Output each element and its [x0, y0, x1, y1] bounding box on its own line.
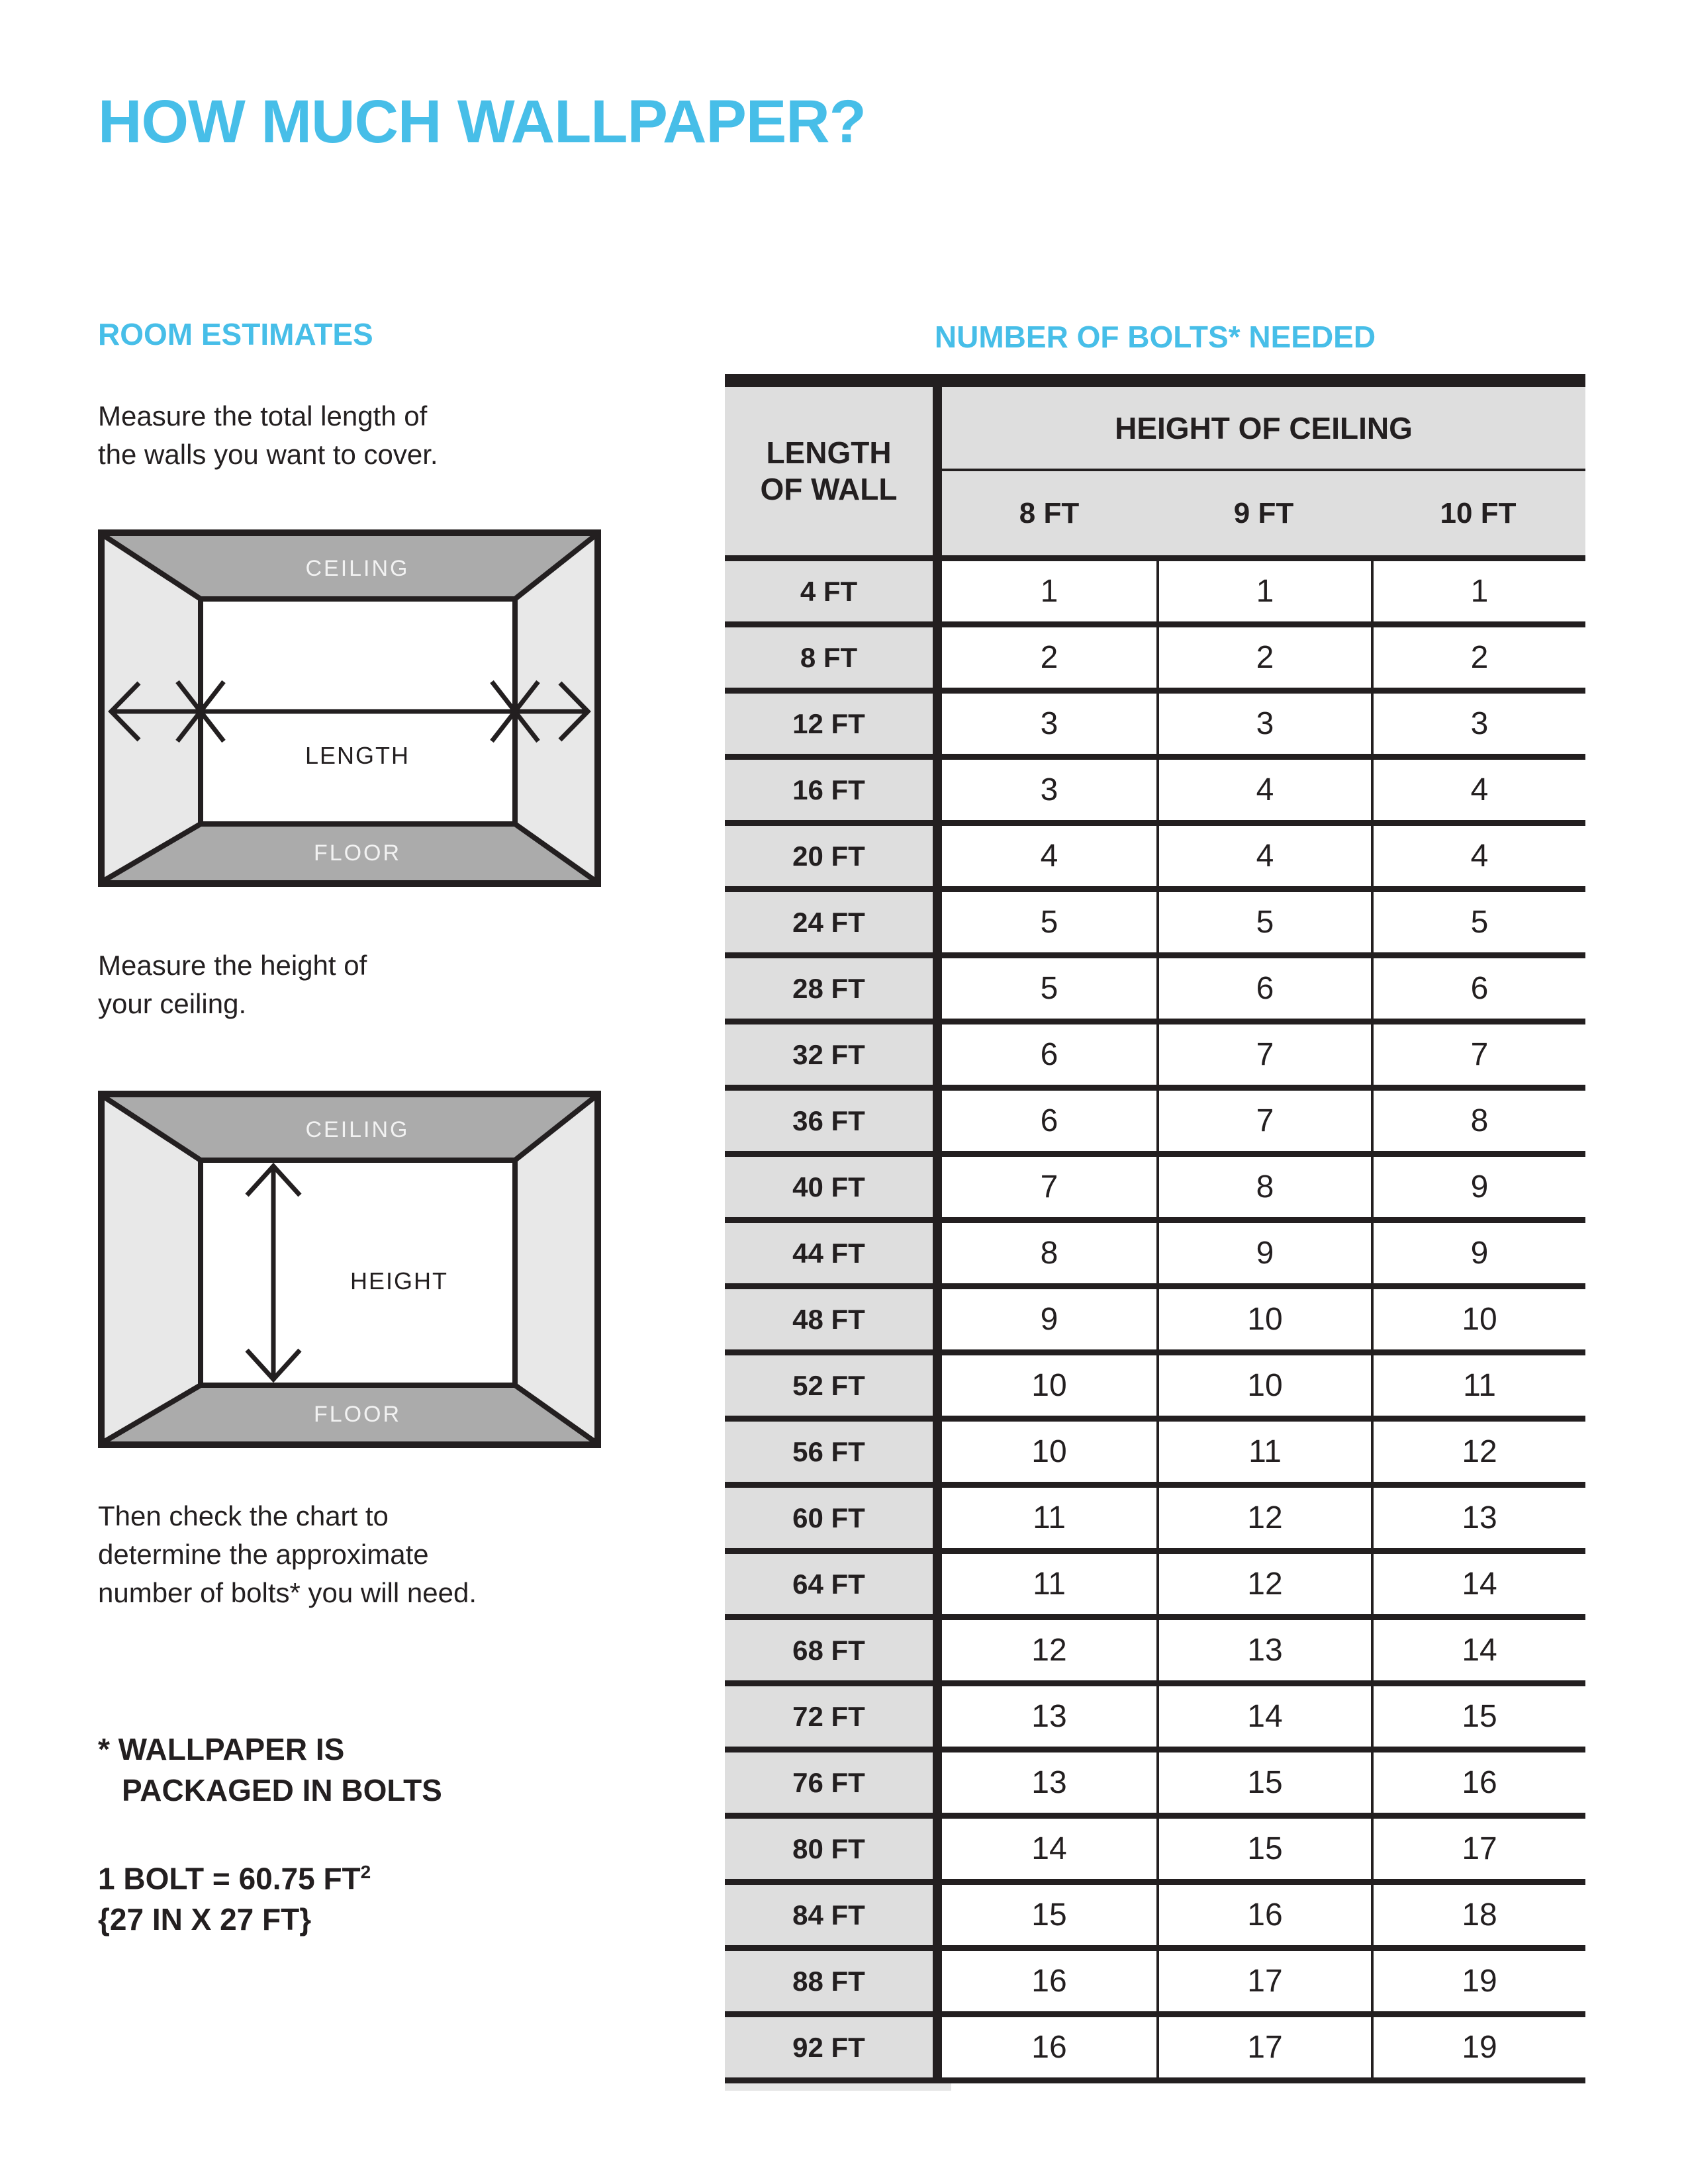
bolt-count-cell: 9 — [1371, 1157, 1585, 1223]
bolts-footnote — [98, 1729, 442, 1811]
bolt-count-cell: 9 — [1156, 1223, 1371, 1289]
bolt-count-cell: 7 — [1371, 1024, 1585, 1091]
bolt-count-cell: 14 — [1371, 1554, 1585, 1620]
bolt-count-cell: 16 — [942, 2017, 1156, 2083]
bolts-table-body — [725, 561, 1585, 2083]
bolt-count-cell: 14 — [1156, 1686, 1371, 1752]
wall-length-cell: 24 FT — [725, 892, 942, 958]
bolt-count-cell: 6 — [1371, 958, 1585, 1024]
floor-label: FLOOR — [313, 841, 402, 866]
bolt-count-cell: 12 — [1371, 1422, 1585, 1488]
column-header-10ft: 10 FT — [1371, 471, 1585, 561]
wall-length-cell: 84 FT — [725, 1885, 942, 1951]
room-length-diagram — [98, 529, 601, 887]
page-title: HOW MUCH WALLPAPER? — [98, 88, 866, 156]
bolt-count-cell: 3 — [1156, 694, 1371, 760]
bolt-count-cell: 2 — [942, 627, 1156, 694]
text-line: Measure the total length of — [98, 400, 428, 432]
bolt-count-cell: 4 — [1156, 760, 1371, 826]
bolt-count-cell: 11 — [1156, 1422, 1371, 1488]
table-row — [725, 1157, 1585, 1223]
bolt-count-cell: 12 — [1156, 1554, 1371, 1620]
text-line: LENGTH — [766, 435, 892, 470]
table-gray-tail — [725, 2083, 951, 2091]
wall-length-cell: 36 FT — [725, 1091, 942, 1157]
bolt-count-cell: 1 — [1371, 561, 1585, 627]
bolt-count-cell: 16 — [942, 1951, 1156, 2017]
bolt-count-cell: 12 — [1156, 1488, 1371, 1554]
text-line: PACKAGED IN BOLTS — [122, 1773, 442, 1807]
bolt-count-cell: 10 — [942, 1355, 1156, 1422]
bolt-count-cell: 8 — [1371, 1091, 1585, 1157]
wall-length-cell: 4 FT — [725, 561, 942, 627]
text-line: Then check the chart to — [98, 1500, 389, 1531]
wall-length-cell: 48 FT — [725, 1289, 942, 1355]
bolt-count-cell: 4 — [1156, 826, 1371, 892]
text-line: the walls you want to cover. — [98, 439, 438, 470]
table-row — [725, 1091, 1585, 1157]
table-row — [725, 1223, 1585, 1289]
text-line: your ceiling. — [98, 988, 247, 1019]
table-row — [725, 1024, 1585, 1091]
wall-length-cell: 92 FT — [725, 2017, 942, 2083]
bolt-count-cell: 3 — [1371, 694, 1585, 760]
ceiling-label: CEILING — [305, 556, 410, 581]
wall-length-cell: 32 FT — [725, 1024, 942, 1091]
table-row — [725, 1620, 1585, 1686]
height-label: HEIGHT — [350, 1267, 449, 1295]
instruction-length — [98, 397, 438, 474]
text-line: OF WALL — [760, 472, 898, 506]
bolts-needed-heading: NUMBER OF BOLTS* NEEDED — [934, 320, 1376, 354]
bolt-count-cell: 12 — [942, 1620, 1156, 1686]
bolt-count-cell: 3 — [942, 694, 1156, 760]
bolt-count-cell: 14 — [1371, 1620, 1585, 1686]
table-header-row — [725, 387, 1585, 471]
bolt-count-cell: 1 — [1156, 561, 1371, 627]
bolt-count-cell: 7 — [942, 1157, 1156, 1223]
bolt-equation: 1 BOLT = 60.75 FT — [98, 1861, 361, 1896]
bolt-count-cell: 19 — [1371, 2017, 1585, 2083]
superscript-2: 2 — [360, 1862, 371, 1882]
bolt-count-cell: 10 — [1156, 1355, 1371, 1422]
table-row — [725, 694, 1585, 760]
wall-length-cell: 88 FT — [725, 1951, 942, 2017]
bolt-count-cell: 4 — [1371, 760, 1585, 826]
bolts-table-container — [725, 374, 1585, 2083]
wall-length-cell: 40 FT — [725, 1157, 942, 1223]
bolt-count-cell: 13 — [1156, 1620, 1371, 1686]
bolt-count-cell: 14 — [942, 1819, 1156, 1885]
wall-length-cell: 52 FT — [725, 1355, 942, 1422]
wall-length-cell: 8 FT — [725, 627, 942, 694]
wall-length-cell: 28 FT — [725, 958, 942, 1024]
wall-length-cell: 20 FT — [725, 826, 942, 892]
bolt-count-cell: 16 — [1371, 1752, 1585, 1819]
room-estimates-heading: ROOM ESTIMATES — [98, 317, 373, 351]
bolt-count-cell: 7 — [1156, 1024, 1371, 1091]
table-row — [725, 1355, 1585, 1422]
table-row — [725, 958, 1585, 1024]
bolt-count-cell: 16 — [1156, 1885, 1371, 1951]
room-height-diagram — [98, 1091, 601, 1448]
bolt-count-cell: 8 — [942, 1223, 1156, 1289]
bolts-table — [725, 374, 1585, 2083]
bolt-count-cell: 15 — [1156, 1752, 1371, 1819]
column-header-8ft: 8 FT — [942, 471, 1156, 561]
bolt-count-cell: 2 — [1371, 627, 1585, 694]
text-line: {27 IN X 27 FT} — [98, 1902, 312, 1937]
wall-length-cell: 56 FT — [725, 1422, 942, 1488]
table-row — [725, 2017, 1585, 2083]
bolt-count-cell: 11 — [942, 1488, 1156, 1554]
text-line: Measure the height of — [98, 950, 367, 981]
row-header-cell — [725, 387, 942, 561]
wall-length-cell: 68 FT — [725, 1620, 942, 1686]
bolt-count-cell: 5 — [1156, 892, 1371, 958]
bolt-count-cell: 19 — [1371, 1951, 1585, 2017]
bolt-definition — [98, 1852, 371, 1940]
table-row — [725, 826, 1585, 892]
table-row — [725, 1752, 1585, 1819]
bolt-count-cell: 2 — [1156, 627, 1371, 694]
wall-length-cell: 76 FT — [725, 1752, 942, 1819]
bolt-count-cell: 6 — [942, 1024, 1156, 1091]
bolt-count-cell: 13 — [1371, 1488, 1585, 1554]
instruction-height — [98, 946, 367, 1023]
text-line — [98, 1852, 371, 1899]
bolt-count-cell: 17 — [1371, 1819, 1585, 1885]
bolt-count-cell: 9 — [942, 1289, 1156, 1355]
bolt-count-cell: 15 — [1156, 1819, 1371, 1885]
bolt-count-cell: 17 — [1156, 2017, 1371, 2083]
bolt-count-cell: 5 — [1371, 892, 1585, 958]
bolt-count-cell: 6 — [942, 1091, 1156, 1157]
column-group-header: HEIGHT OF CEILING — [942, 387, 1585, 471]
bolt-count-cell: 9 — [1371, 1223, 1585, 1289]
bolt-count-cell: 1 — [942, 561, 1156, 627]
bolt-count-cell: 13 — [942, 1752, 1156, 1819]
table-row — [725, 627, 1585, 694]
wall-length-cell: 80 FT — [725, 1819, 942, 1885]
wall-length-cell: 72 FT — [725, 1686, 942, 1752]
table-row — [725, 760, 1585, 826]
bolt-count-cell: 15 — [942, 1885, 1156, 1951]
bolt-count-cell: 10 — [1156, 1289, 1371, 1355]
table-row — [725, 1951, 1585, 2017]
table-row — [725, 1289, 1585, 1355]
wall-length-cell: 44 FT — [725, 1223, 942, 1289]
table-row — [725, 1488, 1585, 1554]
table-row — [725, 1554, 1585, 1620]
bolt-count-cell: 11 — [1371, 1355, 1585, 1422]
bolt-count-cell: 11 — [942, 1554, 1156, 1620]
text-line: * WALLPAPER IS — [98, 1732, 345, 1766]
text-line: number of bolts* you will need. — [98, 1577, 477, 1608]
floor-label: FLOOR — [313, 1402, 402, 1427]
bolt-count-cell: 4 — [942, 826, 1156, 892]
bolt-count-cell: 10 — [1371, 1289, 1585, 1355]
table-row — [725, 1885, 1585, 1951]
bolt-count-cell: 7 — [1156, 1091, 1371, 1157]
wall-length-cell: 16 FT — [725, 760, 942, 826]
ceiling-label: CEILING — [305, 1117, 410, 1142]
table-row — [725, 1422, 1585, 1488]
table-row — [725, 892, 1585, 958]
bolt-count-cell: 10 — [942, 1422, 1156, 1488]
column-header-9ft: 9 FT — [1156, 471, 1371, 561]
wall-length-cell: 12 FT — [725, 694, 942, 760]
wall-length-cell: 64 FT — [725, 1554, 942, 1620]
bolt-count-cell: 5 — [942, 892, 1156, 958]
bolt-count-cell: 8 — [1156, 1157, 1371, 1223]
bolt-count-cell: 18 — [1371, 1885, 1585, 1951]
text-line: determine the approximate — [98, 1539, 429, 1570]
length-label: LENGTH — [305, 742, 410, 769]
bolt-count-cell: 15 — [1371, 1686, 1585, 1752]
bolt-count-cell: 3 — [942, 760, 1156, 826]
bolt-count-cell: 4 — [1371, 826, 1585, 892]
bolt-count-cell: 13 — [942, 1686, 1156, 1752]
bolt-count-cell: 5 — [942, 958, 1156, 1024]
table-row — [725, 1686, 1585, 1752]
wall-length-cell: 60 FT — [725, 1488, 942, 1554]
table-row — [725, 1819, 1585, 1885]
table-row — [725, 561, 1585, 627]
bolt-count-cell: 6 — [1156, 958, 1371, 1024]
bolt-count-cell: 17 — [1156, 1951, 1371, 2017]
instruction-chart — [98, 1497, 477, 1612]
